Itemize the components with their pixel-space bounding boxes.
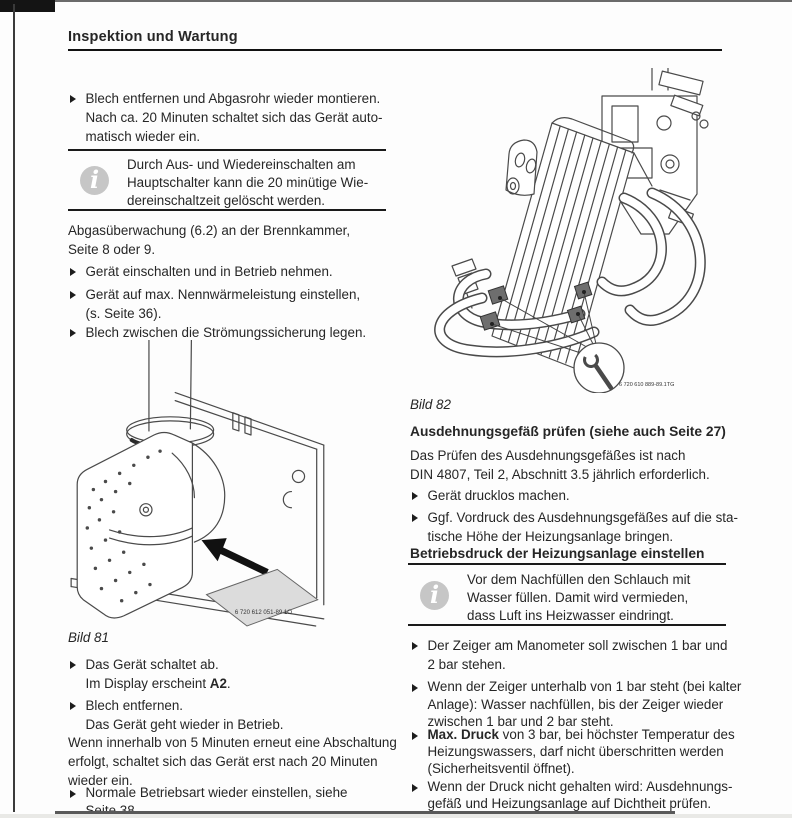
bullet-triangle-icon (70, 268, 76, 276)
text-line: Seite 8 oder 9. (68, 242, 156, 257)
bullet-item (70, 655, 231, 693)
bullet-triangle-icon (70, 790, 76, 798)
figure-code: 6 720 612 051-89.1O (234, 609, 292, 616)
scan-artifact-top-left (0, 0, 55, 12)
bullet-triangle-icon (70, 661, 76, 669)
text-line: Wasser füllen. Damit wird vermieden, (467, 590, 689, 605)
figure-caption: Bild 82 (410, 397, 451, 412)
bullet-triangle-icon (70, 329, 76, 337)
page-edge-left-line (13, 4, 15, 812)
text-span: Im Display erscheint (85, 676, 210, 691)
text-line: Wenn der Zeiger unterhalb von 1 bar steht (bei kalter (427, 679, 742, 694)
bullet-item (412, 508, 738, 546)
bullet-triangle-icon (70, 291, 76, 299)
bullet-item (412, 636, 727, 674)
figure-bild-81-illustration (52, 340, 352, 628)
info-text (127, 156, 368, 209)
text-line: Vor dem Nachfüllen den Schlauch mit (467, 572, 691, 587)
bullet-item (412, 678, 741, 731)
info-box (68, 149, 386, 211)
paragraph (410, 446, 710, 484)
text-line: Gerät drucklos machen. (427, 488, 570, 503)
text-line: Das Prüfen des Ausdehnungsgefäßes ist nach (410, 448, 686, 463)
info-icon: i (420, 581, 449, 610)
text-line: Gerät auf max. Nennwärmeleistung einstellen, (85, 287, 361, 302)
text-line: Der Zeiger am Manometer soll zwischen 1 bar und (427, 638, 728, 653)
text-line: Das Gerät schaltet ab. (85, 657, 219, 672)
text-line: Blech zwischen die Strömungssicherung legen. (85, 325, 367, 340)
text-line: Normale Betriebsart wieder einstellen, siehe (85, 785, 348, 800)
page-edge-top-line (0, 0, 792, 2)
max-druck-bold: Max. Druck (427, 727, 499, 742)
bullet-item (70, 285, 360, 323)
page-edge-bottom (0, 814, 792, 818)
text-line: Wenn innerhalb von 5 Minuten erneut eine Abschaltung (68, 735, 397, 750)
text-line: Wenn der Druck nicht gehalten wird: Ausdehnungs- (427, 779, 733, 794)
info-box (408, 563, 726, 626)
bullet-triangle-icon (412, 732, 418, 740)
text-line: Durch Aus- und Wiedereinschalten am (127, 157, 356, 172)
text-line: Blech entfernen und Abgasrohr wieder montieren. (85, 91, 381, 106)
info-icon: i (80, 166, 109, 195)
bullet-triangle-icon (412, 684, 418, 692)
text-line: Heizungswassers, darf nicht überschritten werden (427, 744, 724, 759)
text-span: . (226, 676, 231, 691)
bullet-triangle-icon (70, 702, 76, 710)
bullet-triangle-icon (412, 642, 418, 650)
figure-caption: Bild 81 (68, 630, 109, 645)
text-line: Nach ca. 20 Minuten schaltet sich das Gerät auto- (85, 110, 383, 125)
text-line: (Sicherheitsventil öffnet). (427, 761, 575, 776)
page-edge-bottom-dark (55, 811, 675, 814)
bullet-item (70, 262, 333, 281)
figure-code: 6 720 610 889-89.1TG (619, 382, 675, 388)
bullet-triangle-icon (70, 95, 76, 103)
text-line: DIN 4807, Teil 2, Abschnitt 3.5 jährlich erforderlich. (410, 467, 710, 482)
page-title: Inspektion und Wartung (68, 29, 238, 45)
text-line: tische Höhe der Heizungsanlage bringen. (427, 529, 674, 544)
text-line: matisch wieder ein. (85, 129, 201, 144)
text-line: zwischen 1 bar und 2 bar steht. (427, 714, 614, 729)
figure-bild-82-illustration (412, 68, 747, 393)
arrow-shaft (221, 550, 267, 572)
text-line: Gerät einschalten und in Betrieb nehmen. (85, 264, 333, 279)
text-line: Anlage): Wasser nachfüllen, bis der Zeiger wieder (427, 696, 724, 712)
text-line: gefäß und Heizungsanlage auf Dichtheit prüfen. (427, 796, 712, 811)
text-line: Blech entfernen. (85, 698, 184, 713)
paragraph (68, 733, 397, 790)
text-line: Hauptschalter kann die 20 minütige Wie- (127, 175, 369, 190)
section-heading: Ausdehnungsgefäß prüfen (siehe auch Seite 27) (410, 424, 726, 439)
figure-bild-82 (412, 68, 747, 393)
bullet-item (70, 89, 382, 146)
text-line: dereinschaltzeit gelöscht werden. (127, 193, 325, 208)
bullet-triangle-icon (412, 784, 418, 792)
text-line: dass Luft ins Heizwasser eindringt. (467, 608, 674, 623)
bullet-item (412, 486, 570, 505)
bullet-item (412, 726, 735, 777)
text-line: Ggf. Vordruck des Ausdehnungsgefäßes auf die sta- (427, 510, 738, 525)
bullet-triangle-icon (412, 514, 418, 522)
bullet-item (412, 778, 732, 812)
paragraph (68, 221, 350, 259)
text-line: erfolgt, schaltet sich das Gerät erst nach 20 Minuten (68, 754, 378, 769)
section-heading: Betriebsdruck der Heizungsanlage einstellen (410, 546, 705, 561)
bullet-item (70, 696, 283, 734)
text-line: 2 bar stehen. (427, 657, 506, 672)
info-text (467, 571, 690, 624)
text-line: Das Gerät geht wieder in Betrieb. (85, 717, 284, 732)
header-rule (68, 49, 722, 51)
display-code-a2: A2 (209, 676, 227, 691)
text-line: (s. Seite 36). (85, 306, 162, 321)
sheet-blech (207, 569, 318, 626)
text-line (428, 726, 735, 743)
text-line: Abgasüberwachung (6.2) an der Brennkammer, (68, 223, 351, 238)
text-span: von 3 bar, bei höchster Temperatur des (498, 727, 735, 742)
figure-bild-81 (52, 340, 352, 628)
text-line (86, 674, 231, 693)
bullet-triangle-icon (412, 492, 418, 500)
text-line: wieder ein. (68, 773, 133, 788)
